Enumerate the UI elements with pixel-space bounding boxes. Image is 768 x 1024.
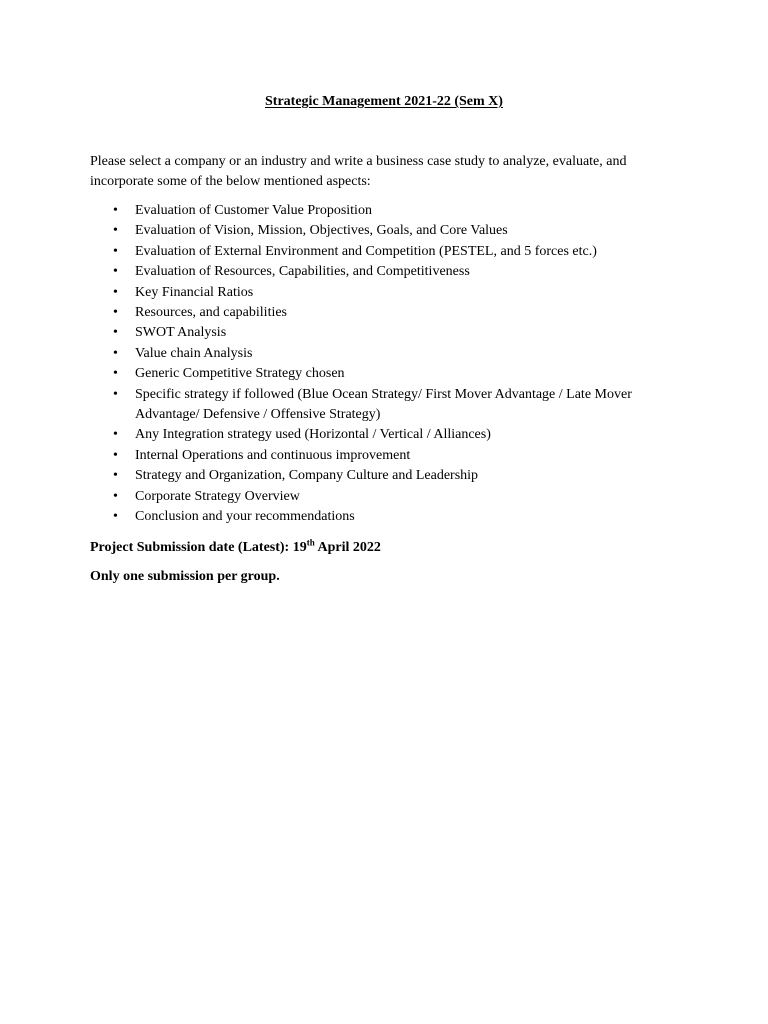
list-item [90, 201, 690, 221]
bullet-icon: • [113, 427, 118, 443]
list-item-text: Generic Competitive Strategy chosen [135, 366, 345, 382]
list-item [90, 283, 690, 303]
submission-date-rest: April 2022 [314, 540, 381, 555]
list-item-text: Value chain Analysis [135, 345, 253, 361]
bullet-icon: • [113, 284, 118, 300]
list-item [90, 323, 690, 343]
list-item-text: Evaluation of Customer Value Proposition [135, 203, 372, 218]
list-item [90, 221, 690, 241]
list-item [90, 446, 690, 466]
submission-label: Project Submission date (Latest): 19 [90, 540, 307, 555]
list-item [90, 507, 690, 527]
list-item [90, 262, 690, 282]
list-item [90, 303, 690, 323]
list-item-text: Specific strategy if followed (Blue Ocean Strategy/ First Mover Advantage / Late Mover Advantage/ Defensive / Offensive Strategy) [135, 386, 632, 423]
list-item-text: Internal Operations and continuous improvement [135, 447, 411, 463]
document-title: Strategic Management 2021-22 (Sem X) [265, 94, 503, 109]
list-item [90, 364, 690, 384]
bullet-icon: • [113, 366, 118, 382]
bullet-icon: • [113, 509, 118, 525]
submission-date [90, 538, 381, 558]
list-item [90, 242, 690, 262]
list-item-text: SWOT Analysis [135, 325, 227, 341]
submission-superscript: th [306, 537, 315, 548]
list-item [90, 466, 690, 486]
list-item-text: Evaluation of External Environment and Competition (PESTEL, and 5 forces etc.) [135, 243, 597, 259]
list-item-text: Key Financial Ratios [135, 284, 254, 300]
bullet-icon: • [113, 305, 118, 321]
list-item-text: Corporate Strategy Overview [135, 488, 300, 504]
bullet-icon: • [113, 264, 118, 280]
list-item-text: Conclusion and your recommendations [135, 509, 355, 525]
list-item-text: Resources, and capabilities [135, 305, 288, 321]
bullet-icon: • [113, 468, 118, 484]
bullet-icon: • [113, 243, 118, 259]
list-item-text: Evaluation of Vision, Mission, Objectives, Goals, and Core Values [135, 223, 508, 239]
list-item-text: Any Integration strategy used (Horizontal / Vertical / Alliances) [135, 427, 491, 443]
bullet-icon: • [113, 223, 118, 239]
bullet-icon: • [113, 386, 118, 402]
list-item-text: Evaluation of Resources, Capabilities, and Competitiveness [135, 264, 470, 280]
list-item [90, 385, 690, 426]
list-item [90, 344, 690, 364]
intro-paragraph: Please select a company or an industry and write a business case study to analyze, evaluate, and incorporate some of the below mentioned aspects: [90, 154, 627, 189]
group-note: Only one submission per group. [90, 569, 280, 584]
list-item-text: Strategy and Organization, Company Culture and Leadership [135, 468, 479, 484]
bullet-icon: • [113, 203, 118, 218]
list-item [90, 425, 690, 445]
aspects-list [90, 201, 690, 528]
list-item [90, 487, 690, 507]
bullet-icon: • [113, 488, 118, 504]
bullet-icon: • [113, 345, 118, 361]
bullet-icon: • [113, 325, 118, 341]
bullet-icon: • [113, 447, 118, 463]
